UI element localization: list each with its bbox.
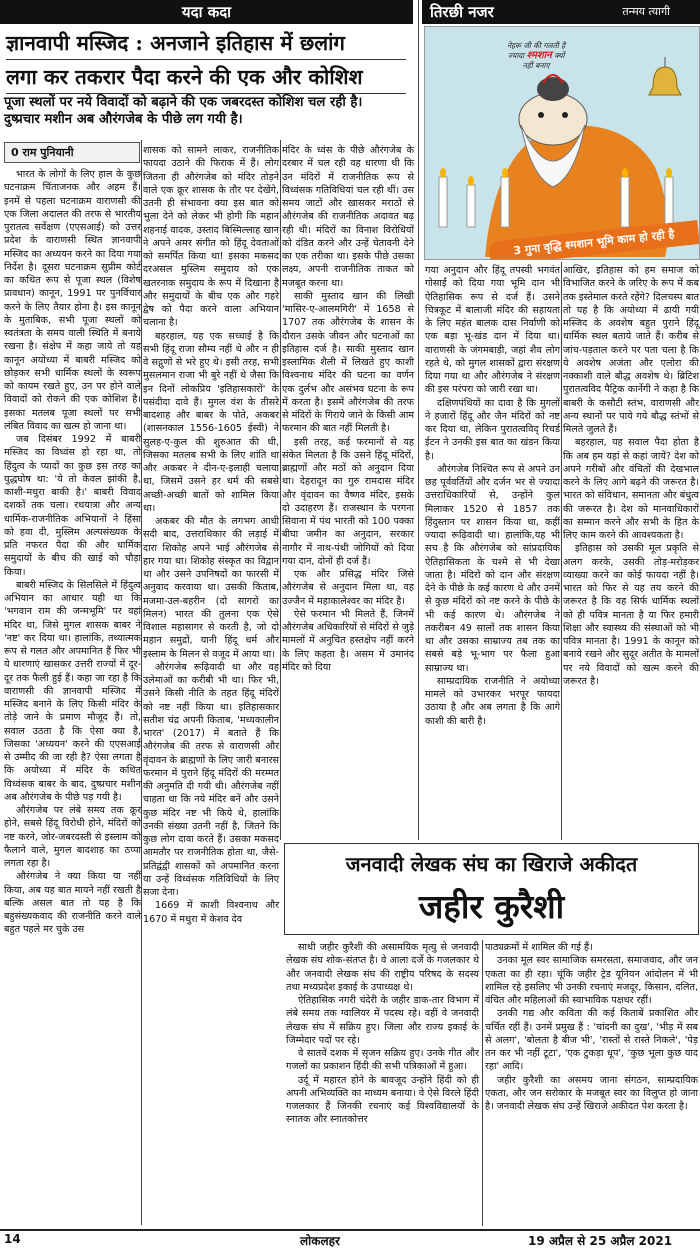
- tribute-name: जहीर कुरैशी: [418, 887, 565, 926]
- headline-line-2: लगा कर तकरार पैदा करने की एक और कोशिश: [6, 65, 363, 89]
- cartoon: [424, 26, 700, 260]
- cartoon-caption-line-2: [507, 51, 565, 61]
- paragraph: जब दिसंबर 1992 में बाबरी मस्जिद का विध्वंस हो रहा था, तो हिंदुत्व के प्यादों का कुछ इस तरह का युद्धघोष था: 'ये तो केवल झांकी है, काशी-मथुरा बाकी है।' बाबरी विवाद दशकों तक चला। रथयात्रा और अन्य धार्मिक-राजनीतिक अभियानों ने हिंसा को हवा दी, मुस्लिम अल्पसंख्यक के प्रति नफरत पैदा की और धार्मिक समुदायों के बीच की खाई को चौड़ा किया।: [4, 434, 141, 578]
- article-column-1: [4, 168, 141, 937]
- paragraph: शासक को सामने लाकर, राजनीतिक फायदा उठाने की फिराक में हैं। लोग जितना ही औरंगजेब को मंदिर तोड़ने वाले एक क्रूर शासक के तौर पर देखेंगे, उतनी ही संभावना क्या इस बात को भुला देने को लेकर भी होगी कि महान शहनाई वादक, उस्ताद बिस्मिल्लाह खान ने अपने अमर संगीत को हिंदू देवताओं को समर्पित किया था! इसका मकसद दरअसल मुस्लिम समुदाय को एक खतरनाक समुदाय के रूप में दिखाना है और समुदायों के बीच एक और गहरे द्वेष को पैदा करने वाला अभियान चलाना है।: [143, 145, 279, 329]
- paragraph: साम्प्रदायिक राजनीति ने अयोध्या मामले को उभारकर भरपूर फायदा उठाया है और अब लगता है कि आगे काशी की बारी है।: [425, 675, 560, 727]
- tribute-box: [284, 843, 699, 935]
- cartoonist-name: तन्मय त्यागी: [622, 5, 670, 18]
- article-column-4: [425, 264, 560, 728]
- paragraph: औरंगजेब ने क्या किया या नहीं किया, अब यह बात मायने नहीं रखती है बल्कि असल बात तो यह है कि बहुसंख्यकवाद की राजनीति करने वाले बहुत पहले मर चुके उस: [4, 871, 141, 936]
- article-column-3: [282, 144, 414, 674]
- page-number: 14: [4, 1232, 21, 1246]
- paragraph: ऐतिहासिक नगरी चंदेरी के जहीर डाक-तार विभाग में लंबे समय तक ग्वालियर में पदस्थ रहे। वहीं वे जनवादी लेखक संघ में सक्रिय हुए। जिला और राज्य इकाई के जिम्मेदार पदों पर रहे।: [286, 995, 479, 1046]
- magazine-name: लोकलहर: [300, 1234, 340, 1248]
- tribute-column-2: [485, 941, 698, 1113]
- cartoon-caption-word: ज्यादा: [507, 51, 525, 60]
- paragraph: ऐसे फरमान भी मिलते हैं, जिनमें औरंगजेब अधिकारियों से मंदिरों से जुड़े मामलों में अनुचित हस्तक्षेप नहीं करने के लिए कहता है। असम में उमानंद मंदिर को दिया: [282, 608, 414, 673]
- byline: 0 राम पुनियानी: [4, 142, 140, 163]
- paragraph: साकी मुस्ताद खान की लिखी 'मासिर-ए-आलमगिरी' में 1658 से 1707 तक औरंगजेब के शासन के दौरान उसके जीवन और घटनाओं का इतिहास दर्ज है। साकी मुस्ताद खान इस्लामिक शैली में लिखते हुए काशी विश्वनाथ मंदिर की घटना का वर्णन एक दुर्लभ और असंभव घटना के रूप में करता है। इसमें औरंगजेब की तरफ से मंदिरों के गिराये जाने के किसी आम फरमान की बात नहीं मिलती है।: [282, 290, 414, 435]
- paragraph: औरंगजेब रूढ़िवादी था और वह उलेमाओं का करीबी भी था। फिर भी, उसने किसी नीति के तहत हिंदू मंदिरों को नष्ट नहीं किया था। इतिहासकार सतीश चंद्र अपनी किताब, 'मध्यकालीन भारत' (2017) में बताते हैं कि औरंगजेब की तरफ से वाराणसी और वृंदावन के ब्राह्मणों के लिए जारी बनारस फरमान में पुराने हिंदू मंदिरों की मरम्मत की अनुमति दी गयी थी। औरंगजेब नहीं चाहता था कि नये मंदिर बनें और उसने कुछ मंदिर नष्ट भी किये थे, हालांकि उनकी संख्या उतनी नहीं है, जितने कि कुछ लोग दावा करते हैं। उसका मकसद आमतौर पर राजनीतिक होता था, जैसे-प्रतिद्वंद्वी शासकों को अपमानित करना या उन्हें विध्वंसक गतिविधियों के लिए सजा देना।: [143, 661, 279, 898]
- article-column-5: [563, 264, 699, 688]
- paragraph: अकबर की मौत के लगभग आधी सदी बाद, उत्तराधिकार की लड़ाई में दारा शिकोह अपने भाई औरंगजेब से हार गया था। शिकोह संस्कृत का विद्वान था और उसने उपनिषदों का फारसी में अनुवाद करवाया था। उसकी किताब, मजमा-उल-बहरीन (दो सागरों का मिलन) भारत की तुलना एक ऐसे विशाल महासागर से करती है, जो दो महान समुद्रों, यानी हिंदू धर्म और इस्लाम के मिलन से वजूद में आया था।: [143, 516, 279, 660]
- cartoon-caption-word: क्यों: [554, 51, 565, 60]
- paragraph: वे सातवें दशक में सृजन सक्रिय हुए। उनके गीत और गजलों का प्रकाशन हिंदी की सभी पत्रिकाओं में हुआ।: [286, 1048, 479, 1073]
- paragraph: बहरहाल, यह सवाल पैदा होता है कि अब हम यहां से कहां जायें? देश को अपने गरीबों और वंचितों की देखभाल करने के लिए आगे बढ़ने की जरूरत है। भारत को संविधान, समानता और बंधुत्व की जरूरत है। देश को मानवाधिकारों का सम्मान करने और सभी के हित के लिए काम करने की आवश्यकता है।: [563, 437, 699, 541]
- tribute-title: जनवादी लेखक संघ का खिराजे अकीदत: [345, 852, 638, 876]
- cartoon-banner: 3 गुना वृद्धि श्मशान भूमि काम हो रही है: [488, 220, 699, 260]
- article-column-2: [143, 144, 279, 926]
- paragraph: मंदिर के ध्वंस के पीछे औरंगजेब के दरबार में चल रही वह धारणा थी कि उन मंदिरों में राजनीतिक रूप से विध्वंसक गतिविधियां चल रही थीं। उस समय जाटों और खासकर मराठों से औरंगजेब की राजनीतिक अदावत बढ़ रही थी। मंदिरों का विनाश विरोधियों को दंडित करने और उन्हें चेतावनी देने का एक तरीका था। इसके पीछे उसका लक्ष्य, अपनी राजनीतिक ताकत को मजबूत करना था।: [282, 145, 414, 289]
- paragraph: औरंगजेब पर लंबे समय तक क्रूर होने, सबसे हिंदू विरोधी होने, मंदिरों को नष्ट करने, जोर-जबरदस्ती से इस्लाम को फैलाने वाले, मुगल बादशाह का ठप्पा लगता रहा है।: [4, 805, 141, 869]
- issue-date: 19 अप्रैल से 25 अप्रैल 2021: [528, 1234, 673, 1248]
- paragraph: इतिहास को उसकी मूल प्रकृति से अलग करके, उसकी तोड़-मरोड़कर व्याख्या करने का कोई फायदा नहीं है। भारत को फिर से यह तय करने की जरूरत है कि वह सिर्फ धार्मिक स्थलों को ही पवित्र मानता है या फिर हमारी शिक्षा और स्वास्थ्य की संस्थाओं को भी पवित्र मानता है। 1991 के कानून को बनाये रखने और सुदूर अतीत के मामलों पर नये विवादों को खत्म करने की जरूरत है।: [563, 543, 699, 687]
- paragraph: उनका मूल स्वर सामाजिक समरसता, समाजवाद, और जन एकता का ही रहा। चूंकि जहीर ट्रेड यूनियन आंदोलन में भी शामिल रहे इसलिए भी उनकी रचनाएं मजदूर, किसान, दलित, वंचित और महिलाओं की स्वाभाविक पक्षधर रहीं।: [485, 955, 698, 1006]
- paragraph: दक्षिणपंथियों का दावा है कि मुगलों ने हजारों हिंदू और जैन मंदिरों को नष्ट कर दिया था, लेकिन पुरातत्वविद् रिचर्ड ईटन ने उनकी इस बात का खंडन किया है।: [425, 397, 560, 462]
- paragraph: बहरहाल, यह एक सच्चाई है कि सभी हिंदू राजा सौम्य नहीं थे और न ही वे सद्गुणों से भरे हुए थे। इसी तरह, सभी मुसलमान राजा भी बुरे नहीं थे जैसा कि इन दिनों लोकप्रिय 'इतिहासकारों' के पसंदीदा दावे हैं। मुगल वंश के तीसरे बादशाह और बाबर के पोते, अकबर (शासनकाल 1556-1605 ईस्वी) ने सुलह-ए-कुल की शुरुआत की थी, जिसका मतलब सभी के लिए शांति था और अकबर ने दीन-ए-इलाही चलाया था, जिसमें उसने हर धर्म की सबसे अच्छी-अच्छी बातों को शामिल किया था।: [143, 330, 279, 514]
- cartoon-speech-text: [507, 41, 565, 71]
- paragraph: आखिर, इतिहास को हम समाज को विभाजित करने के जरिए के रूप में कब तक इस्तेमाल करते रहेंगे? दिलचस्प बात तो यह है कि अयोध्या में ढायी गयी मस्जिद के अवशेष बहुत पुराने हिंदू धार्मिक स्थल बताये जाते हैं। करीब से जांच-पड़ताल करने पर पता चला है कि ये अवशेष अजंता और एलोरा की नक्काशी वाले बौद्ध अवशेष थे। ब्रिटिश पुरातत्वविद पैट्रिक कार्नेगी ने कहा है कि बाबरी के कसौटी स्तंभ, वाराणसी और अन्य स्थानों पर पाये गये बौद्ध स्तंभों से मिलते जुलते हैं।: [563, 265, 699, 435]
- deck-line-1: पूजा स्थलों पर नये विवादों को बढ़ाने की एक जबरदस्त कोशिश चल रही है।: [4, 95, 363, 110]
- paragraph: जहीर कुरैशी का असमय जाना संगठन, साम्प्रदायिक एकता, और जन सरोकार के मजबूत स्वर का विलुप्त हो जाना है। जनवादी लेखक संघ उन्हें खिराजे अकीदत पेश करता है।: [485, 1074, 698, 1112]
- paragraph: इसी तरह, कई फरमानों से यह संकेत मिलता है कि उसने हिंदू मंदिरों, ब्राह्मणों और मठों को अनुदान दिया था। देहरादून का गुरु रामदास मंदिर और वृंदावन का वैष्णव मंदिर, इसके दो उदाहरण हैं। राजस्थान के परगना सिवाना में पंथ भारती को 100 पक्का बीघा जमीन का अनुदान, सरकार नागौर में नाथ-पंथी जोगियों को दिया गया दान, दोनों ही दर्ज हैं।: [282, 436, 414, 567]
- cartoon-caption-line-1: नेहरू जी की गलती है: [507, 41, 566, 50]
- column-header-yada-kada: यदा कदा: [0, 0, 413, 24]
- paragraph: उनकी गद्य और कविता की कई किताबें प्रकाशित और चर्चित रहीं हैं। उनमें प्रमुख हैं : 'चांदनी का दुख', 'भीड़ में सब से अलग', 'बोलता है बीज भी', 'रास्तों से रास्ते निकले', 'पेड़ तन कर भी नहीं टूटा', 'एक टुकड़ा धूप', 'कुछ भूला कुछ याद रहा' आदि।: [485, 1008, 698, 1073]
- paragraph: साथी जहीर कुरैशी की असामयिक मृत्यु से जनवादी लेखक संघ शोक-संतप्त है। वे आला दर्जे के गजलकार थे और जनवादी लेखक संघ की राष्ट्रीय परिषद के सदस्य तथा मध्यप्रदेश इकाई के उपाध्यक्ष थे।: [286, 942, 479, 993]
- paragraph: एक और प्रसिद्ध मंदिर जिसे औरंगजेब से अनुदान मिला था, वह उज्जैन में महाकालेश्वर का मंदिर है।: [282, 569, 414, 607]
- cartoon-caption-line-3: नहीं बनाए: [522, 61, 550, 70]
- paragraph: भारत के लोगों के लिए हाल के कुछ घटनाक्रम चिंताजनक और अहम हैं। इनमें से पहला घटनाक्रम वाराणसी की एक जिला अदालत की तरफ से भारतीय पुरातत्व सर्वेक्षण (एएसआई) को उत्तर प्रदेश के वाराणसी स्थित ज्ञानवापी मस्जिद का अध्ययन करने का दिया गया निर्देश है। दूसरा घटनाक्रम सुप्रीम कोर्ट का कथित रूप से पूजा स्थल (विशेष प्रावधान) कानून, 1991 पर पुनर्विचार करने के लिए तैयार होना है। इस कानून के मुताबिक, सभी पूजा स्थलों को स्वतंत्रता के समय वाली स्थिति में बनाये रखना है। संक्षेप में कहा जाये तो यह कानून अयोध्या में बाबरी मस्जिद को छोड़कर सभी धार्मिक स्थलों के स्वरूप को कायम रखते हुए, उन पर होने वाले विवादों को रोकने की एक कोशिश है। इसका मतलब पूजा स्थलों पर सभी लंबित विवाद का खत्म हो जाना था।: [4, 169, 141, 432]
- column-title: तिरछी नजर: [430, 3, 494, 21]
- column-header-tirchhi-nazar: [422, 0, 700, 24]
- cartoon-caption-highlight: श्मशान: [526, 50, 552, 61]
- paragraph: बाबरी मस्जिद के सिलसिले में हिंदुत्व अभियान का आधार यही था कि 'भगवान राम की जन्मभूमि' पर वहां मंदिर था, जिसे मुगल शासक बाबर ने 'नष्ट' कर दिया था। हालांकि, तथ्यात्मक रूप से गलत और अपमानित हैं फिर भी ये धारणाएं खासकर उत्तरी राज्यों में दूर-दूर तक फैली हुई हैं। कहा जा रहा है कि वाराणसी की ज्ञानवापी मस्जिद में मस्जिद बनाने के लिए किसी मंदिर के तोड़े जाने के प्रमाण मौजूद हैं। तो, सवाल उठता है कि ऐसा क्या है, जिसका 'अध्ययन' करने की एएसआई से उम्मीद की जा रही है? ऐसा लगता है कि अयोध्या में मंदिर के कथित विध्वंसक बाबर के बाद, दुष्प्रचार मशीन अब औरंगजेब के पीछे पड़ गयी है।: [4, 579, 141, 803]
- paragraph: उर्दू में महारत होने के बावजूद उन्होंने हिंदी को ही अपनी अभिव्यक्ति का माध्यम बनाया। वे ऐसे विरले हिंदी गजलकार हैं जिनकी रचनाएं कई विश्वविद्यालयों के स्नातक और स्नातकोत्तर: [286, 1074, 479, 1126]
- paragraph: गया अनुदान और हिंदू तपस्वी भगवंत गोसाईं को दिया गया भूमि दान भी ऐतिहासिक रूप से दर्ज हैं। उसने चित्रकूट में बालाजी मंदिर की सहायता के लिए महंत बालक दास निर्वाणी को एक बड़ा भू-खंड दान में दिया था। वाराणसी के जंगमबाड़ी, जहां शैव लोग रहते थे, को मुगल शासकों द्वारा संरक्षण दिया गया था और औरंगजेब ने संरक्षण की इस परंपरा को जारी रखा था।: [425, 265, 560, 396]
- paragraph: 1669 में काशी विश्वनाथ और 1670 में मथुरा में केशव देव: [143, 900, 279, 925]
- footer-rule: [0, 1229, 700, 1231]
- tribute-column-1: [286, 941, 479, 1127]
- deck-line-2: दुष्प्रचार मशीन अब औरंगजेब के पीछे लग गयी है।: [4, 112, 243, 127]
- headline-line-1: ज्ञानवापी मस्जिद : अनजाने इतिहास में छलांग: [6, 31, 345, 55]
- paragraph: पाठ्यक्रमों में शामिल की गई हैं।: [485, 942, 593, 953]
- deck: [4, 94, 414, 128]
- paragraph: औरंगजेब निश्चित रूप से अपने उन छह पूर्ववर्तियों और दर्जन भर से ज्यादा उत्तराधिकारियों से, उन्होंने कुल मिलाकर 1520 से 1857 तक हिंदुस्तान पर शासन किया था, कहीं ज्यादा रूढ़िवादी था। हालांकि,यह भी सच है कि औरंगजेब को सांप्रदायिक ऐतिहासिकता के चश्मे से भी देखा जाता है। मंदिरों को दान और संरक्षण देने के पीछे के कई कारण थे और उनमें से कुछ मंदिरों को नष्ट करने के पीछे के भी कई कारण थे। औरंगजेब ने तकरीबन 49 सालों तक शासन किया था और उसका साम्राज्य तब तक का सबसे बड़े भू-भाग पर फैला हुआ साम्राज्य था।: [425, 463, 560, 674]
- headline: [6, 26, 410, 94]
